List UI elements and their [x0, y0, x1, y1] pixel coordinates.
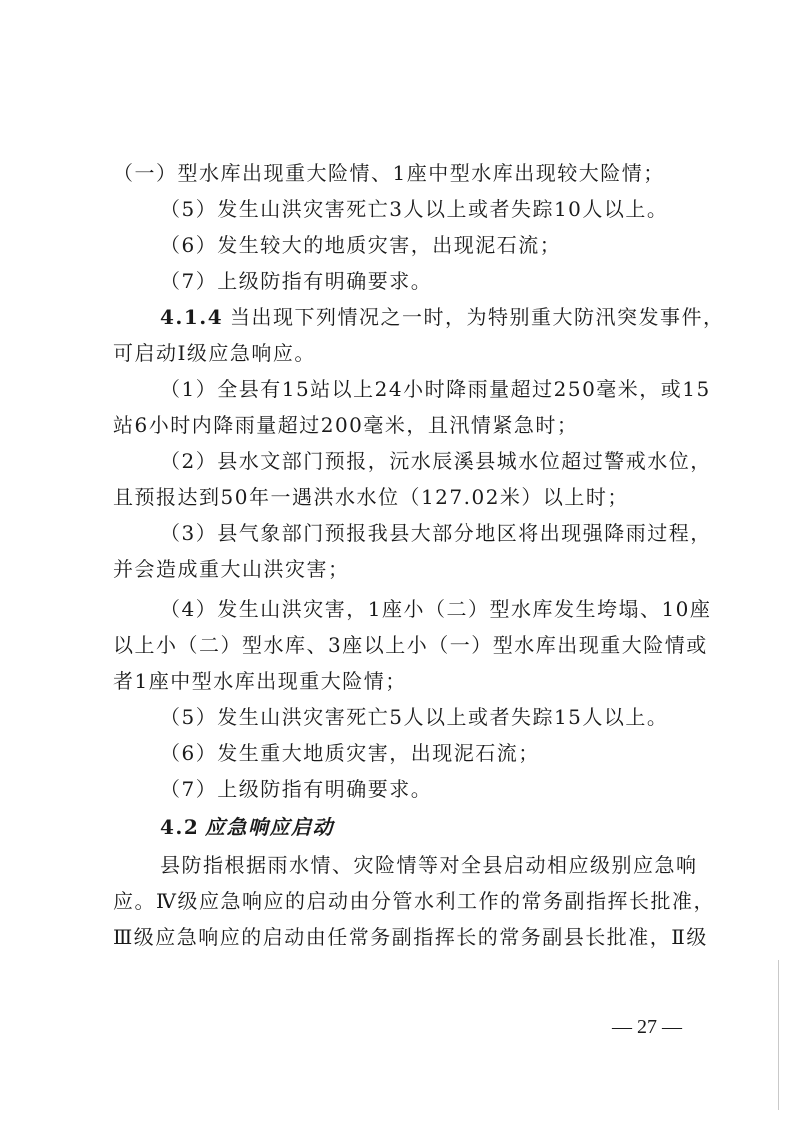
- section-number: 4.2: [160, 815, 200, 839]
- text-line: （5）发生山洪灾害死亡5人以上或者失踪15人以上。: [160, 705, 669, 729]
- text-line: 者1座中型水库出现重大险情；: [113, 669, 407, 693]
- scan-edge-line: [778, 960, 779, 1110]
- text-line: 可启动Ⅰ级应急响应。: [113, 341, 316, 365]
- text-line: 以上小（二）型水库、3座以上小（一）型水库出现重大险情或: [113, 633, 708, 657]
- text-line: （5）发生山洪灾害死亡3人以上或者失踪10人以上。: [160, 197, 669, 221]
- text-line: 县防指根据雨水情、灾险情等对全县启动相应级别应急响: [160, 853, 698, 877]
- text-line: （2）县水文部门预报，沅水辰溪县城水位超过警戒水位，: [160, 449, 712, 473]
- text-line: （3）县气象部门预报我县大部分地区将出现强降雨过程，: [160, 521, 712, 545]
- text-line: （6）发生较大的地质灾害，出现泥石流；: [160, 233, 562, 257]
- text-line: （6）发生重大地质灾害，出现泥石流；: [160, 741, 540, 765]
- text-line: （7）上级防指有明确要求。: [160, 777, 433, 801]
- text-line: 且预报达到50年一遇洪水水位（127.02米）以上时；: [113, 485, 629, 509]
- text-line: 应。Ⅳ级应急响应的启动由分管水利工作的常务副指挥长批准，: [113, 889, 715, 913]
- text-line: （7）上级防指有明确要求。: [160, 269, 433, 293]
- text-line: （1）全县有15站以上24小时降雨量超过250毫米，或15: [160, 377, 711, 401]
- text-line: 并会造成重大山洪灾害；: [113, 557, 350, 581]
- text-line: 站6小时内降雨量超过200毫米，且汛情紧急时；: [113, 413, 579, 437]
- page-number: — 27 —: [612, 1016, 682, 1038]
- section-title: 应急响应启动: [205, 815, 334, 839]
- text-line: （4）发生山洪灾害，1座小（二）型水库发生垮塌、10座: [160, 597, 712, 621]
- clause-number: 4.1.4: [160, 305, 224, 329]
- text-line: （一）型水库出现重大险情、1座中型水库出现较大险情；: [113, 161, 665, 185]
- text-line: 当出现下列情况之一时，为特别重大防汛突发事件，: [230, 305, 725, 329]
- text-line: Ⅲ级应急响应的启动由任常务副指挥长的常务副县长批准，Ⅱ级: [113, 925, 708, 949]
